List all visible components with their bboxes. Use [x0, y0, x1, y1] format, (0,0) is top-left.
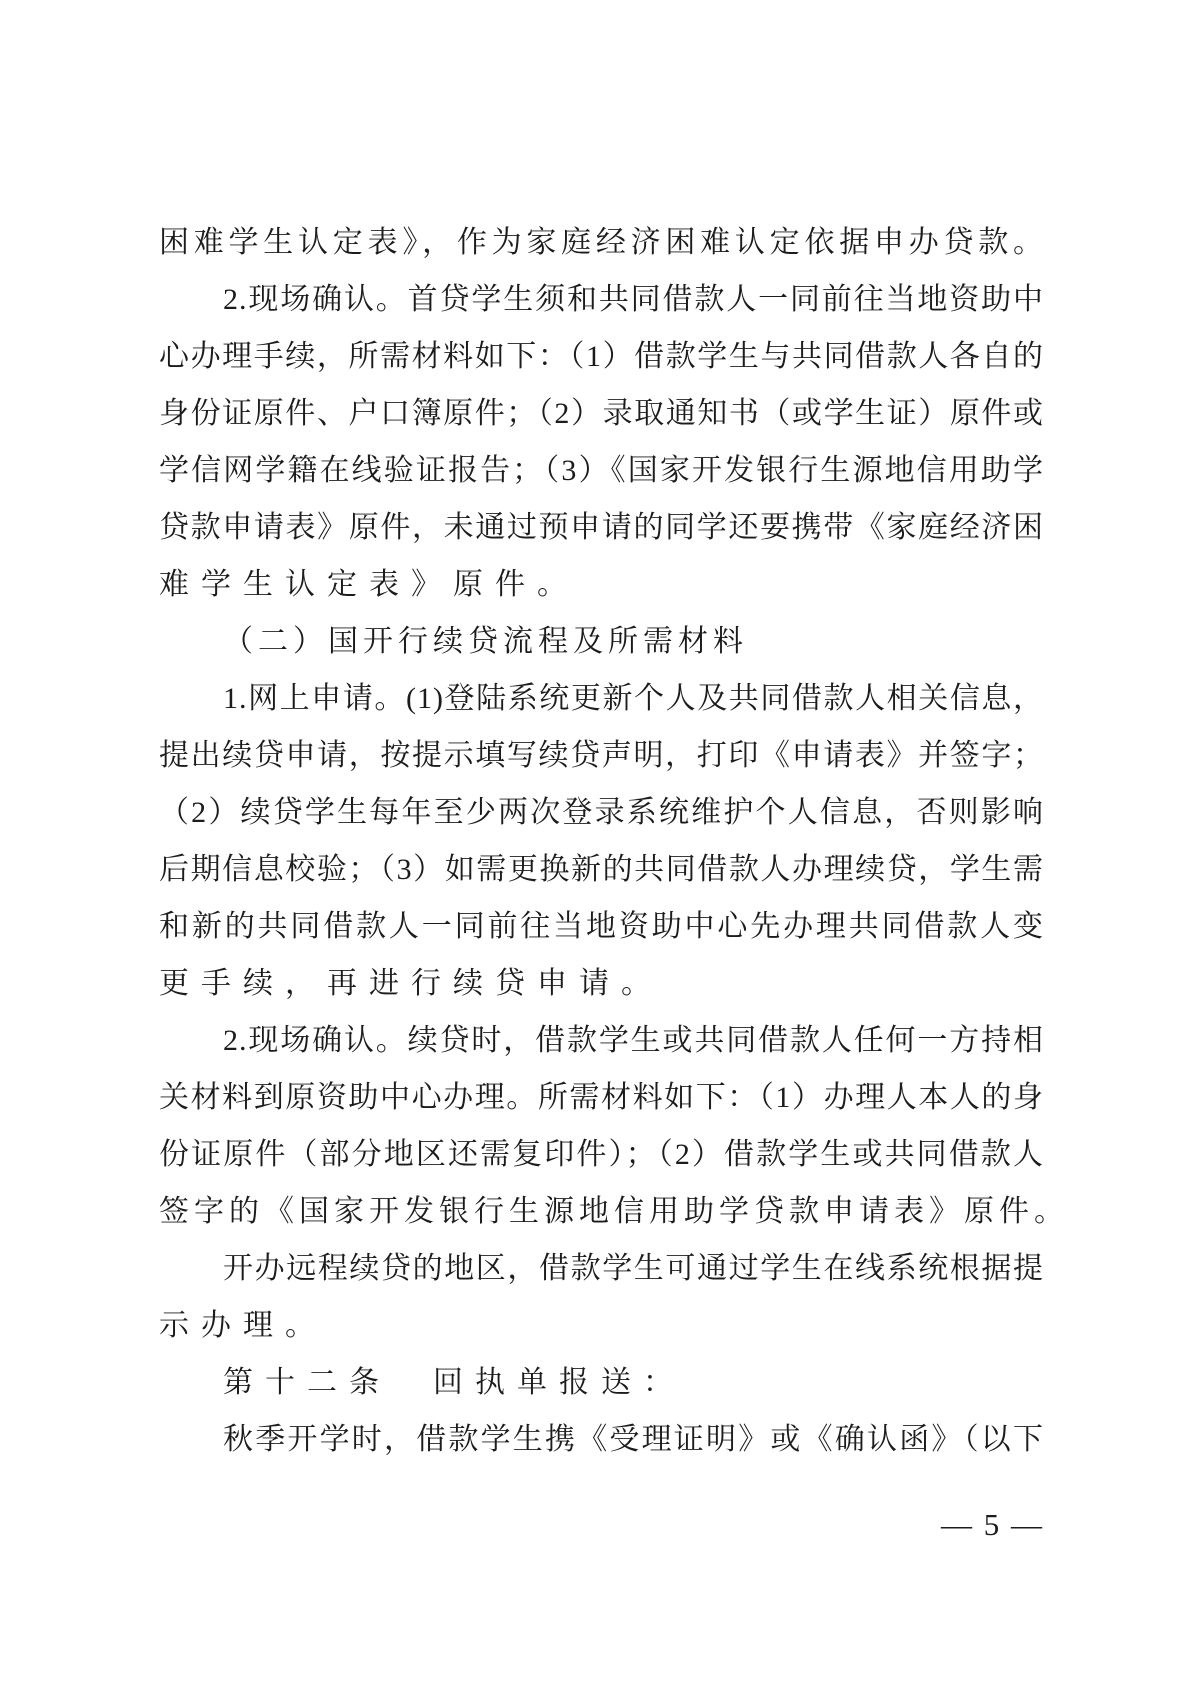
- text-line: 贷款申请表》原件，未通过预申请的同学还要携带《家庭经济困: [159, 511, 1044, 544]
- text-line: 秋季开学时，借款学生携《受理证明》或《确认函》（以下: [223, 1423, 1044, 1456]
- document-body: [159, 214, 1069, 1468]
- text-line: 1.网上申请。(1)登陆系统更新个人及共同借款人相关信息，: [223, 682, 1044, 715]
- text-line: 难学生认定表》原件。: [159, 568, 579, 601]
- text-line: 身份证原件、户口簿原件；（2）录取通知书（或学生证）原件或: [159, 397, 1044, 430]
- text-line: 2.现场确认。续贷时，借款学生或共同借款人任何一方持相: [223, 1024, 1044, 1057]
- text-line section-heading: （二）国开行续贷流程及所需材料: [223, 625, 748, 658]
- text-line: 心办理手续，所需材料如下：（1）借款学生与共同借款人各自的: [159, 340, 1044, 373]
- text-line: 后期信息校验；（3）如需更换新的共同借款人办理续贷，学生需: [159, 853, 1044, 886]
- text-line: 签字的《国家开发银行生源地信用助学贷款申请表》原件。: [159, 1195, 1069, 1228]
- text-line: 开办远程续贷的地区，借款学生可通过学生在线系统根据提: [223, 1252, 1044, 1285]
- text-line: （2）续贷学生每年至少两次登录系统维护个人信息，否则影响: [159, 796, 1044, 829]
- text-line article-heading: 第十二条 回执单报送：: [223, 1366, 685, 1399]
- text-line: 和新的共同借款人一同前往当地资助中心先办理共同借款人变: [159, 910, 1044, 943]
- text-line: 提出续贷申请，按提示填写续贷声明，打印《申请表》并签字；: [159, 739, 1044, 772]
- text-line: 困难学生认定表》，作为家庭经济困难认定依据申办贷款。: [159, 226, 1044, 259]
- text-line: 份证原件（部分地区还需复印件）；（2）借款学生或共同借款人: [159, 1138, 1044, 1171]
- text-line: 示办理。: [159, 1309, 327, 1342]
- text-line: 学信网学籍在线验证报告；（3）《国家开发银行生源地信用助学: [159, 454, 1044, 487]
- text-line: 2.现场确认。首贷学生须和共同借款人一同前往当地资助中: [223, 283, 1044, 316]
- page-number: — 5 —: [941, 1507, 1044, 1542]
- text-line: 关材料到原资助中心办理。所需材料如下：（1）办理人本人的身: [159, 1081, 1044, 1114]
- text-line: 更手续，再进行续贷申请。: [159, 967, 663, 1000]
